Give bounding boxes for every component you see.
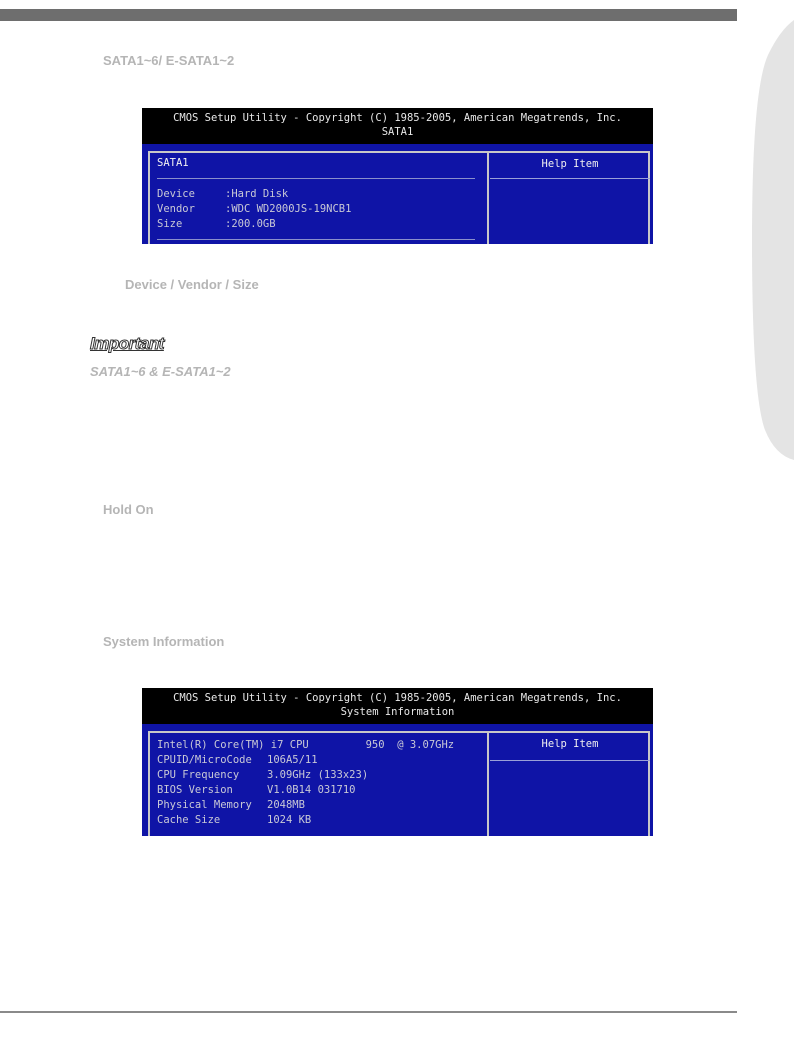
bios-copyright: CMOS Setup Utility - Copyright (C) 1985-2005, American Megatrends, Inc.	[173, 112, 622, 124]
bios-screen-sata1	[142, 108, 653, 244]
bios-row-cpu-frequency: CPU Frequency 3.09GHz (133x23)	[157, 769, 369, 781]
bios-help-item: Help Item	[541, 158, 599, 170]
important-title: Important	[90, 334, 164, 353]
bios-divider	[487, 731, 489, 836]
footer-rule	[0, 1011, 737, 1013]
bios-row-vendor[interactable]: Vendor :WDC WD2000JS-19NCB1	[157, 203, 352, 215]
bios-copyright: CMOS Setup Utility - Copyright (C) 1985-2005, American Megatrends, Inc.	[173, 692, 622, 704]
bios-row-physical-memory: Physical Memory 2048MB	[157, 799, 305, 811]
bios-row-cache-size: Cache Size 1024 KB	[157, 814, 312, 826]
bios-help-item: Help Item	[541, 738, 599, 750]
heading-hold-on: Hold On	[103, 502, 154, 517]
bios-screen-title: System Information	[340, 706, 455, 718]
bios-header	[142, 688, 653, 724]
bios-row-bios-version: BIOS Version V1.0B14 031710	[157, 784, 356, 796]
heading-system-information: System Information	[103, 634, 225, 649]
heading-device-vendor-size: Device / Vendor / Size	[125, 277, 259, 292]
bios-row-size[interactable]: Size :200.0GB	[157, 218, 276, 230]
header-bar	[0, 9, 737, 21]
bios-screen-system-information	[142, 688, 653, 836]
bios-rule	[157, 178, 475, 179]
heading-sata: SATA1~6/ E-SATA1~2	[103, 53, 235, 68]
bios-rule-bottom	[157, 239, 475, 240]
bios-row-device[interactable]: Device :Hard Disk	[157, 188, 289, 200]
bios-cpu-line: Intel(R) Core(TM) i7 CPU 950 @ 3.07GHz	[157, 739, 455, 751]
bios-help-rule	[490, 760, 650, 761]
bios-row-cpuid: CPUID/MicroCode 106A5/11	[157, 754, 318, 766]
bios-screen-title: SATA1	[381, 126, 414, 138]
important-subtitle: SATA1~6 & E-SATA1~2	[90, 364, 231, 379]
bios-section-label: SATA1	[157, 157, 189, 169]
bios-help-rule	[490, 178, 650, 179]
bios-divider	[487, 151, 489, 244]
bios-header	[142, 108, 653, 144]
